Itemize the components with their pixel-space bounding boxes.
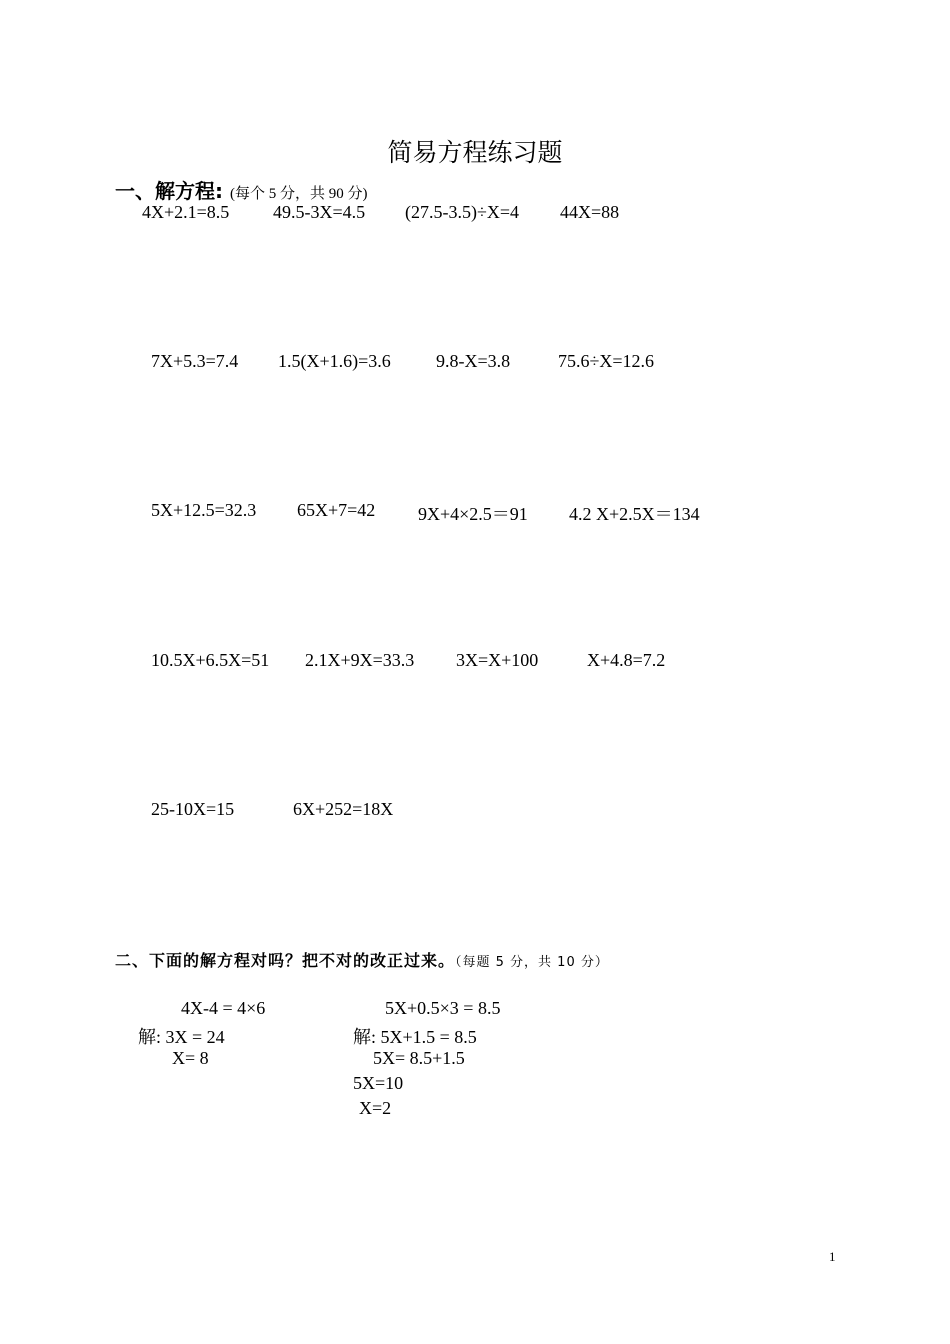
equation: 9.8-X=3.8 — [436, 351, 511, 371]
equation: 25-10X=15 — [151, 799, 235, 819]
problem2-step: 解: 5X+1.5 = 8.5 — [353, 1027, 477, 1047]
equation: 6X+252=18X — [293, 799, 394, 819]
equation: (27.5-3.5)÷X=4 — [405, 202, 520, 222]
equation: 10.5X+6.5X=51 — [151, 650, 270, 670]
equation: 5X+12.5=32.3 — [151, 500, 257, 520]
page-number: 1 — [829, 1249, 836, 1264]
equation: X+4.8=7.2 — [587, 650, 666, 670]
equation: 49.5-3X=4.5 — [273, 202, 366, 222]
problem2-step: 5X=10 — [353, 1073, 404, 1093]
problem1-step: 解: 3X = 24 — [138, 1027, 225, 1047]
equation: 9X+4×2.5＝91 — [418, 504, 528, 524]
section1-heading: 一、解方程: — [115, 179, 223, 203]
equation: 65X+7=42 — [297, 500, 376, 520]
section2-heading-line — [115, 948, 609, 971]
page-title: 简易方程练习题 — [387, 140, 563, 167]
problem1-step: X= 8 — [172, 1048, 209, 1068]
equation: 7X+5.3=7.4 — [151, 351, 239, 371]
section1-note: (每个 5 分，共 90 分) — [229, 186, 368, 202]
equation: 1.5(X+1.6)=3.6 — [278, 351, 391, 371]
section1-heading-line — [115, 175, 367, 204]
equation: 4X+2.1=8.5 — [142, 202, 230, 222]
equation: 75.6÷X=12.6 — [558, 351, 655, 371]
equation: 44X=88 — [560, 202, 620, 222]
equation: 2.1X+9X=33.3 — [305, 650, 415, 670]
equation: 4.2 X+2.5X＝134 — [569, 504, 700, 524]
section2-note: （每题 5 分，共 10 分） — [455, 955, 609, 970]
problem2-equation: 5X+0.5×3 = 8.5 — [385, 998, 501, 1018]
problem2-step: X=2 — [359, 1098, 392, 1118]
problem1-equation: 4X-4 = 4×6 — [181, 998, 266, 1018]
problem2-step: 5X= 8.5+1.5 — [373, 1048, 465, 1068]
section2-heading: 二、下面的解方程对吗？把不对的改正过来。 — [115, 951, 456, 970]
equation: 3X=X+100 — [456, 650, 539, 670]
